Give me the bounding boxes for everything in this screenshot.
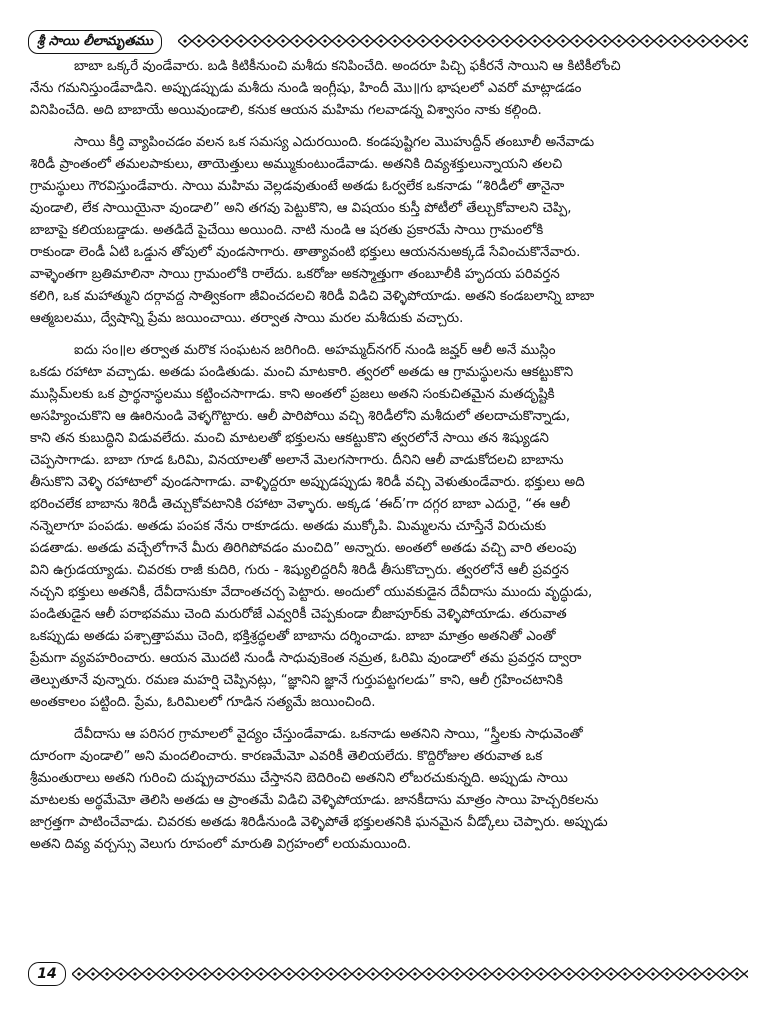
text-line: దూరంగా వుండాలి” అని మందలించారు. కారణమేమో ఎవరికీ తెలియలేదు. కొద్దిరోజుల తరువాత ఒక bbox=[30, 749, 543, 764]
text-line: విని ఉగ్రుడయ్యాడు. చివరకు రాజీ కుదిరి, గురు - శిష్యులిద్దరినీ శిరిడీ తీసుకొచ్చారు. త్వరలోనే ఆలీ ప్రవర్తన bbox=[30, 563, 569, 578]
text-line: తెల్పుతూనే వున్నారు. రమణ మహర్షి చెప్పినట్లు, “జ్ఞానిని జ్ఞానే గుర్తుపట్టగలడు” కాని, ఆలీ గ్రహించటానికి bbox=[30, 673, 563, 688]
text-line: బాబాపై కలియబడ్డాడు. అతడిదే పైచేయి అయింది. నాటి నుండి ఆ షరతు ప్రకారమే సాయి గ్రామంలోకి bbox=[30, 223, 544, 238]
text-line: నన్నెలాగూ పంపడు. అతడు పంపక నేను రాకూడదు. అతడు ముక్కోపి. మిమ్మలను చూస్తేనే విరుచుకు bbox=[30, 519, 547, 534]
text-line: వాళ్ళెంతగా బ్రతిమాలినా సాయి గ్రామంలోకి రాలేదు. ఒకరోజు అకస్మాత్తుగా తంబూలీకి హృదయ పరివర్తన bbox=[30, 267, 560, 282]
text-line: వినిపించేది. అది బాబాయే అయివుండాలి, కనుక ఆయన మహిమ గలవాడన్న విశ్వాసం నాకు కల్గింది. bbox=[30, 103, 542, 118]
page-body bbox=[30, 56, 748, 958]
text-line: నచ్చని భక్తులు అతనికీ, దేవీదాసుకూ వేదాంతచర్చ పెట్టారు. అందులో యువకుడైన దేవీదాసు ముందు వృద్ధుడు, bbox=[30, 585, 593, 600]
text-line: రాకుండా లెండీ ఏటి ఒడ్డున తోపులో వుండసాగారు. తాత్యావంటి భక్తులు ఆయననుఅక్కడే సేవించుకొనేవారు. bbox=[30, 245, 581, 260]
paragraph bbox=[30, 340, 748, 714]
page-footer bbox=[28, 962, 748, 992]
text-line: సాయి కీర్తి వ్యాపించడం వలన ఒక సమస్య ఎదురయింది. కండపుష్టిగల మొహుద్దీన్ తంబూలీ అనేవాడు bbox=[74, 135, 595, 150]
text-line: జాగ్రత్తగా పాటించేవాడు. చివరకు అతడు శిరిడీనుండి వెళ్ళిపోతే భక్తులతనికి ఘనమైన వీడ్కోలు చెప్పారు. అప్పుడు bbox=[30, 815, 608, 830]
paragraph bbox=[30, 132, 748, 330]
text-line: ఆత్మబలము, ద్వేషాన్ని ప్రేమ జయించాయి. తర్వాత సాయి మరల మశీదుకు వచ్చారు. bbox=[30, 311, 464, 326]
text-line: వుండాలి, లేక సాయియైనా వుండాలి” అని తగవు పెట్టుకొని, ఆ విషయం కుస్తీ పోటీలో తేల్చుకోవాలని చెప్పి, bbox=[30, 201, 572, 216]
text-line: దేవీదాసు ఆ పరిసర గ్రామాలలో వైద్యం చేస్తుండేవాడు. ఒకనాడు అతనిని సాయి, “స్త్రీలకు సాధువెంతో bbox=[74, 727, 583, 742]
decorative-border bbox=[178, 34, 748, 48]
text-line: భరించలేక బాబాను శిరిడీ తెచ్చుకోవటానికి రహాటా వెళ్ళారు. అక్కడ ‘ఈద్’గా దగ్గర బాబా ఎదురై, “ఈ ఆలీ bbox=[30, 497, 571, 512]
text-line: కాని తన కుబుద్ధిని విడువలేదు. మంచి మాటలతో భక్తులను ఆకట్టుకొని త్వరలోనే సాయి తన శిష్యుడని bbox=[30, 431, 549, 446]
book-title: శ్రీ సాయి లీలామృతము bbox=[28, 30, 162, 54]
text-line: ముస్లిమ్‌లకు ఒక ప్రార్థనాస్థలము కట్టించసాగాడు. కాని అంతలో ప్రజలు అతని సంకుచితమైన మతదృష్టికి bbox=[30, 387, 555, 402]
decorative-border bbox=[72, 967, 748, 981]
text-line: పడతాడు. అతడు వచ్చేలోగానే మీరు తిరిగిపోవడం మంచిది” అన్నారు. అంతలో అతడు వచ్చి వారి తలంపు bbox=[30, 541, 577, 556]
text-line: శిరిడీ ప్రాంతంలో తమలపాకులు, తాయెత్తులు అమ్ముకుంటుండేవాడు. అతనికి దివ్యశక్తులున్నాయని తలచి bbox=[30, 157, 563, 172]
text-line: ఐదు సం॥ల తర్వాత మరొక సంఘటన జరిగింది. అహమ్మద్‌నగర్ నుండి జవ్హర్ ఆలీ అనే ముస్లిం bbox=[74, 343, 556, 358]
text-line: మాటలకు అర్థమేమో తెలిసి అతడు ఆ ప్రాంతమే విడిచి వెళ్ళిపోయాడు. జానకీదాసు మాత్రం సాయి హెచ్చరికలను bbox=[30, 793, 599, 808]
text-line: బాబా ఒక్కరే వుండేవారు. బడి కిటికీనుంచి మశీదు కనిపించేది. అందరూ పిచ్చి ఫకీరనే సాయిని ఆ కిటికీలోంచి bbox=[74, 59, 621, 74]
text-line: ఒకప్పుడు అతడు పశ్చాత్తాపము చెంది, భక్తిశ్రద్ధలతో బాబాను దర్శించాడు. బాబా మాత్రం అతనితో ఎంతో bbox=[30, 629, 556, 644]
text-line: కలిగి, ఒక మహాత్ముని దర్గావద్ద సాత్వికంగా జీవించదలచి శిరిడీ విడిచి వెళ్ళిపోయాడు. అతని కండబలాన్ని బాబా bbox=[30, 289, 595, 304]
text-line: అసహ్యించుకొని ఆ ఊరినుండి వెళ్ళగొట్టారు. ఆలీ పారిపోయి వచ్చి శిరిడీలోని మశీదులో తలదాచుకొన్నాడు, bbox=[30, 409, 571, 424]
text-line: ప్రేమగా వ్యవహరించారు. ఆయన మొదటి నుండీ సాధువుకెంత నమ్రత, ఓరిమి వుండాలో తమ ప్రవర్తన ద్వారా bbox=[30, 651, 582, 666]
paragraph bbox=[30, 724, 748, 856]
text-line: పండితుడైన ఆలీ పరాభవము చెంది మరురోజే ఎవ్వరికీ చెప్పకుండా బీజాపూర్‌కు వెళ్ళిపోయాడు. తరువాత bbox=[30, 607, 567, 622]
text-line: నేను గమనిస్తుండేవాడిని. అప్పుడప్పుడు మశీదు నుండి ఇంగ్లీషు, హిందీ మొ॥గు భాషలలో ఎవరో మాట్లాడడం bbox=[30, 81, 582, 96]
paragraph bbox=[30, 56, 748, 122]
text-line: ఒకడు రహాటా వచ్చాడు. అతడు పండితుడు. మంచి మాటకారి. త్వరలో అతడు ఆ గ్రామస్థులను ఆకట్టుకొని bbox=[30, 365, 574, 380]
text-line: తీసుకొని వెళ్ళి రహాటాలో వుండసాగాడు. వాళ్ళిద్దరూ అప్పుడప్పుడు శిరిడీ వచ్చి వెళుతుండేవారు. భక్తులు అది bbox=[30, 475, 585, 490]
text-line: అతని దివ్య వర్చస్సు వెలుగు రూపంలో మారుతి విగ్రహంలో లయమయింది. bbox=[30, 837, 412, 852]
page-number: 14 bbox=[28, 962, 66, 986]
text-line: గ్రామస్థులు గౌరవిస్తుండేవారు. సాయి మహిమ వెల్లడవుతుంటే అతడు ఓర్వలేక ఒకనాడు “శిరిడీలో తానైనా bbox=[30, 179, 565, 194]
page-header bbox=[28, 30, 748, 54]
text-line: శ్రీమంతురాలు అతని గురించి దుష్ప్రచారము చేస్తానని బెదిరించి అతనిని లోబరచుకున్నది. అప్పుడు సాయి bbox=[30, 771, 568, 786]
text-line: అంతకాలం పట్టింది. ప్రేమ, ఓరిమిలలో గూడిన సత్యమే జయించింది. bbox=[30, 695, 376, 710]
text-line: చెప్పసాగాడు. బాబా గూడ ఓరిమి, వినయాలతో అలానే మెలగసాగారు. దీనిని ఆలీ వాడుకోదలచి బాబాను bbox=[30, 453, 564, 468]
